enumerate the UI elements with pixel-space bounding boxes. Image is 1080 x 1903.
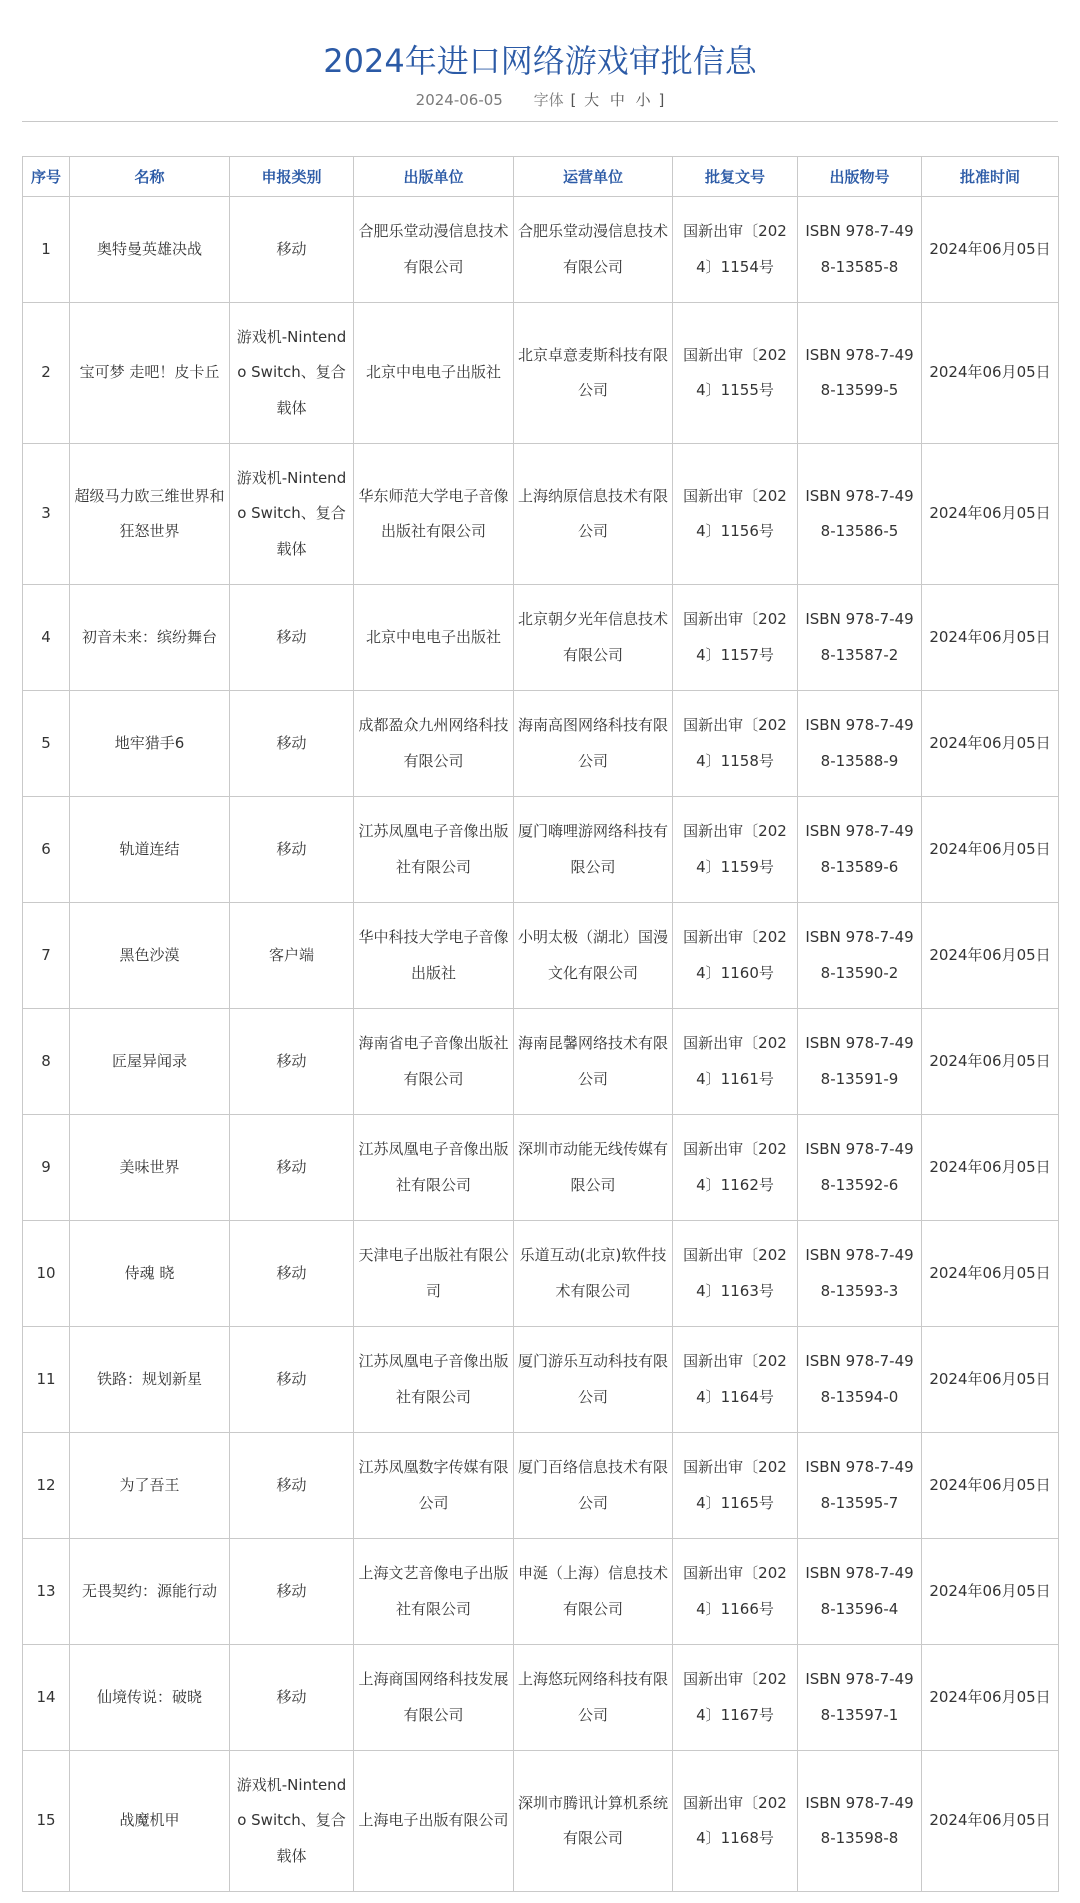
- cell-approval-number: 国新出审〔2024〕1160号: [673, 903, 798, 1009]
- cell-category: 移动: [230, 1327, 354, 1433]
- cell-index: 8: [23, 1009, 70, 1115]
- cell-isbn: ISBN 978-7-498-13599-5: [798, 303, 922, 444]
- cell-approval-date: 2024年06月05日: [922, 197, 1059, 303]
- cell-operator: 小明太极（湖北）国漫文化有限公司: [514, 903, 673, 1009]
- table-row: [23, 444, 1059, 585]
- cell-operator: 北京卓意麦斯科技有限公司: [514, 303, 673, 444]
- cell-category: 游戏机-Nintendo Switch、复合载体: [230, 1751, 354, 1892]
- cell-index: 6: [23, 797, 70, 903]
- cell-publisher: 江苏凤凰电子音像出版社有限公司: [354, 797, 514, 903]
- cell-publisher: 上海文艺音像电子出版社有限公司: [354, 1539, 514, 1645]
- cell-isbn: ISBN 978-7-498-13589-6: [798, 797, 922, 903]
- cell-publisher: 成都盈众九州网络科技有限公司: [354, 691, 514, 797]
- table-row: [23, 1115, 1059, 1221]
- cell-name: 超级马力欧三维世界和狂怒世界: [70, 444, 230, 585]
- cell-approval-number: 国新出审〔2024〕1163号: [673, 1221, 798, 1327]
- cell-operator: 深圳市动能无线传媒有限公司: [514, 1115, 673, 1221]
- cell-index: 9: [23, 1115, 70, 1221]
- cell-isbn: ISBN 978-7-498-13597-1: [798, 1645, 922, 1751]
- cell-isbn: ISBN 978-7-498-13585-8: [798, 197, 922, 303]
- cell-name: 无畏契约：源能行动: [70, 1539, 230, 1645]
- cell-name: 美味世界: [70, 1115, 230, 1221]
- cell-operator: 上海悠玩网络科技有限公司: [514, 1645, 673, 1751]
- cell-operator: 深圳市腾讯计算机系统有限公司: [514, 1751, 673, 1892]
- cell-operator: 厦门游乐互动科技有限公司: [514, 1327, 673, 1433]
- cell-index: 1: [23, 197, 70, 303]
- cell-index: 12: [23, 1433, 70, 1539]
- cell-index: 14: [23, 1645, 70, 1751]
- cell-approval-number: 国新出审〔2024〕1156号: [673, 444, 798, 585]
- page-title: 2024年进口网络游戏审批信息: [323, 42, 757, 81]
- cell-name: 侍魂 晓: [70, 1221, 230, 1327]
- cell-category: 游戏机-Nintendo Switch、复合载体: [230, 303, 354, 444]
- bracket-close: ]: [658, 91, 665, 109]
- cell-approval-number: 国新出审〔2024〕1162号: [673, 1115, 798, 1221]
- cell-publisher: 上海电子出版有限公司: [354, 1751, 514, 1892]
- cell-name: 宝可梦 走吧！皮卡丘: [70, 303, 230, 444]
- cell-operator: 海南高图网络科技有限公司: [514, 691, 673, 797]
- cell-isbn: ISBN 978-7-498-13596-4: [798, 1539, 922, 1645]
- cell-publisher: 北京中电电子出版社: [354, 303, 514, 444]
- cell-category: 移动: [230, 585, 354, 691]
- cell-index: 11: [23, 1327, 70, 1433]
- cell-approval-date: 2024年06月05日: [922, 1115, 1059, 1221]
- cell-operator: 上海纳原信息技术有限公司: [514, 444, 673, 585]
- title-divider: [22, 121, 1058, 122]
- cell-name: 奥特曼英雄决战: [70, 197, 230, 303]
- cell-name: 战魔机甲: [70, 1751, 230, 1892]
- cell-approval-date: 2024年06月05日: [922, 1539, 1059, 1645]
- cell-approval-date: 2024年06月05日: [922, 1645, 1059, 1751]
- table-row: [23, 797, 1059, 903]
- cell-approval-date: 2024年06月05日: [922, 585, 1059, 691]
- cell-publisher: 天津电子出版社有限公司: [354, 1221, 514, 1327]
- table-row: [23, 1327, 1059, 1433]
- cell-publisher: 华东师范大学电子音像出版社有限公司: [354, 444, 514, 585]
- bracket-open: [: [570, 91, 577, 109]
- cell-publisher: 合肥乐堂动漫信息技术有限公司: [354, 197, 514, 303]
- cell-approval-number: 国新出审〔2024〕1168号: [673, 1751, 798, 1892]
- table-body: [23, 197, 1059, 1892]
- cell-category: 移动: [230, 1433, 354, 1539]
- cell-operator: 乐道互动(北京)软件技术有限公司: [514, 1221, 673, 1327]
- header-isbn: 出版物号: [798, 157, 922, 197]
- cell-category: 移动: [230, 1539, 354, 1645]
- cell-name: 仙境传说：破晓: [70, 1645, 230, 1751]
- cell-isbn: ISBN 978-7-498-13586-5: [798, 444, 922, 585]
- table-header-row: [23, 157, 1059, 197]
- header-category: 申报类别: [230, 157, 354, 197]
- cell-operator: 北京朝夕光年信息技术有限公司: [514, 585, 673, 691]
- table-row: [23, 1645, 1059, 1751]
- cell-name: 为了吾王: [70, 1433, 230, 1539]
- cell-publisher: 上海商国网络科技发展有限公司: [354, 1645, 514, 1751]
- cell-approval-date: 2024年06月05日: [922, 1327, 1059, 1433]
- header-approval-date: 批准时间: [922, 157, 1059, 197]
- cell-publisher: 江苏凤凰数字传媒有限公司: [354, 1433, 514, 1539]
- cell-category: 客户端: [230, 903, 354, 1009]
- cell-name: 匠屋异闻录: [70, 1009, 230, 1115]
- cell-category: 移动: [230, 797, 354, 903]
- table-row: [23, 197, 1059, 303]
- cell-isbn: ISBN 978-7-498-13595-7: [798, 1433, 922, 1539]
- cell-publisher: 江苏凤凰电子音像出版社有限公司: [354, 1115, 514, 1221]
- header-index: 序号: [23, 157, 70, 197]
- cell-index: 15: [23, 1751, 70, 1892]
- cell-approval-date: 2024年06月05日: [922, 797, 1059, 903]
- cell-approval-number: 国新出审〔2024〕1155号: [673, 303, 798, 444]
- cell-category: 移动: [230, 1009, 354, 1115]
- cell-publisher: 北京中电电子出版社: [354, 585, 514, 691]
- cell-approval-date: 2024年06月05日: [922, 444, 1059, 585]
- publish-date: 2024-06-05: [415, 91, 503, 109]
- cell-operator: 海南昆馨网络技术有限公司: [514, 1009, 673, 1115]
- cell-category: 游戏机-Nintendo Switch、复合载体: [230, 444, 354, 585]
- table-row: [23, 691, 1059, 797]
- cell-name: 初音未来：缤纷舞台: [70, 585, 230, 691]
- cell-index: 2: [23, 303, 70, 444]
- cell-category: 移动: [230, 1221, 354, 1327]
- cell-index: 10: [23, 1221, 70, 1327]
- cell-approval-number: 国新出审〔2024〕1154号: [673, 197, 798, 303]
- table-row: [23, 903, 1059, 1009]
- table-row: [23, 1221, 1059, 1327]
- cell-publisher: 江苏凤凰电子音像出版社有限公司: [354, 1327, 514, 1433]
- cell-operator: 厦门百络信息技术有限公司: [514, 1433, 673, 1539]
- font-size-medium-button[interactable]: 中: [609, 91, 625, 109]
- approval-table: [22, 156, 1059, 1892]
- cell-isbn: ISBN 978-7-498-13592-6: [798, 1115, 922, 1221]
- cell-operator: 申涎（上海）信息技术有限公司: [514, 1539, 673, 1645]
- cell-approval-number: 国新出审〔2024〕1161号: [673, 1009, 798, 1115]
- font-size-large-button[interactable]: 大: [584, 91, 600, 109]
- cell-isbn: ISBN 978-7-498-13594-0: [798, 1327, 922, 1433]
- cell-isbn: ISBN 978-7-498-13591-9: [798, 1009, 922, 1115]
- cell-approval-date: 2024年06月05日: [922, 691, 1059, 797]
- cell-name: 黑色沙漠: [70, 903, 230, 1009]
- cell-index: 5: [23, 691, 70, 797]
- cell-approval-date: 2024年06月05日: [922, 303, 1059, 444]
- header-operator: 运营单位: [514, 157, 673, 197]
- cell-category: 移动: [230, 197, 354, 303]
- cell-publisher: 海南省电子音像出版社有限公司: [354, 1009, 514, 1115]
- cell-operator: 厦门嗨哩游网络科技有限公司: [514, 797, 673, 903]
- cell-name: 铁路：规划新星: [70, 1327, 230, 1433]
- table-row: [23, 303, 1059, 444]
- cell-approval-date: 2024年06月05日: [922, 1751, 1059, 1892]
- cell-approval-date: 2024年06月05日: [922, 1009, 1059, 1115]
- cell-approval-number: 国新出审〔2024〕1166号: [673, 1539, 798, 1645]
- cell-approval-number: 国新出审〔2024〕1159号: [673, 797, 798, 903]
- cell-index: 3: [23, 444, 70, 585]
- table-row: [23, 1751, 1059, 1892]
- table-row: [23, 1433, 1059, 1539]
- header-name: 名称: [70, 157, 230, 197]
- cell-approval-number: 国新出审〔2024〕1157号: [673, 585, 798, 691]
- cell-operator: 合肥乐堂动漫信息技术有限公司: [514, 197, 673, 303]
- cell-approval-date: 2024年06月05日: [922, 1221, 1059, 1327]
- cell-isbn: ISBN 978-7-498-13587-2: [798, 585, 922, 691]
- article-meta: [0, 90, 1080, 110]
- cell-index: 4: [23, 585, 70, 691]
- cell-category: 移动: [230, 691, 354, 797]
- table-row: [23, 1539, 1059, 1645]
- cell-isbn: ISBN 978-7-498-13588-9: [798, 691, 922, 797]
- cell-index: 7: [23, 903, 70, 1009]
- cell-publisher: 华中科技大学电子音像出版社: [354, 903, 514, 1009]
- font-size-small-button[interactable]: 小: [635, 91, 651, 109]
- cell-isbn: ISBN 978-7-498-13598-8: [798, 1751, 922, 1892]
- cell-approval-date: 2024年06月05日: [922, 1433, 1059, 1539]
- table-row: [23, 585, 1059, 691]
- cell-approval-number: 国新出审〔2024〕1167号: [673, 1645, 798, 1751]
- cell-isbn: ISBN 978-7-498-13593-3: [798, 1221, 922, 1327]
- cell-approval-number: 国新出审〔2024〕1165号: [673, 1433, 798, 1539]
- cell-category: 移动: [230, 1645, 354, 1751]
- cell-approval-number: 国新出审〔2024〕1164号: [673, 1327, 798, 1433]
- cell-approval-date: 2024年06月05日: [922, 903, 1059, 1009]
- cell-name: 轨道连结: [70, 797, 230, 903]
- cell-isbn: ISBN 978-7-498-13590-2: [798, 903, 922, 1009]
- header-publisher: 出版单位: [354, 157, 514, 197]
- cell-approval-number: 国新出审〔2024〕1158号: [673, 691, 798, 797]
- cell-category: 移动: [230, 1115, 354, 1221]
- table-row: [23, 1009, 1059, 1115]
- cell-name: 地牢猎手6: [70, 691, 230, 797]
- cell-index: 13: [23, 1539, 70, 1645]
- header-approval-number: 批复文号: [673, 157, 798, 197]
- font-size-label: 字体: [533, 91, 564, 109]
